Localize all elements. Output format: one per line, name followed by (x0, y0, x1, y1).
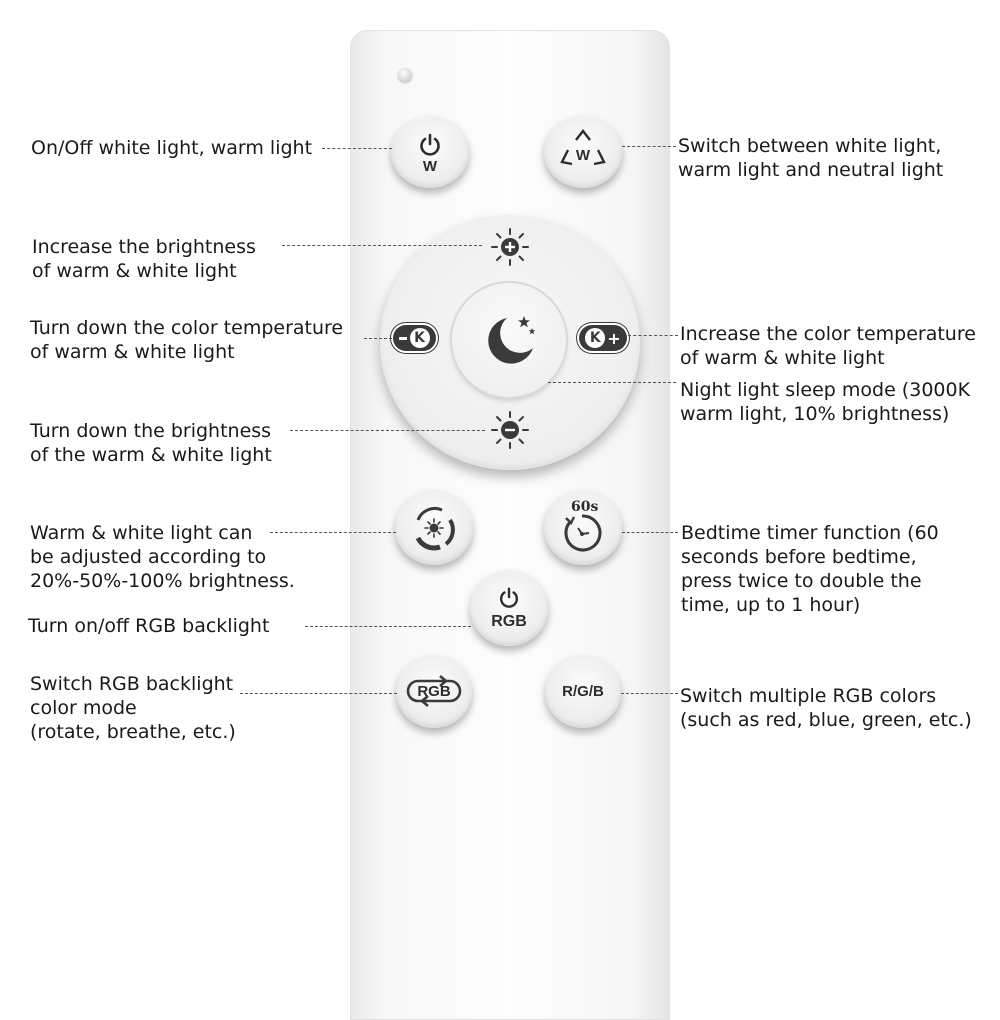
sun-plus-icon (490, 227, 530, 267)
temp-up-label: K (585, 328, 605, 348)
leader-rgb-mode (240, 693, 397, 694)
rgb-mode-button[interactable] (396, 655, 472, 728)
minus-icon (399, 337, 407, 340)
leader-brightness-up (282, 245, 482, 246)
indicator-led (398, 68, 412, 82)
rgb-color-label: R/G/B (562, 683, 604, 700)
color-temp-up-button[interactable] (578, 322, 628, 354)
label-switch-white: Switch between white light, warm light and neutral light (678, 135, 944, 181)
color-temp-down-button[interactable] (390, 322, 438, 354)
leader-timer (622, 532, 678, 533)
leader-temp-down (364, 338, 392, 339)
brightness-steps-button[interactable] (395, 490, 473, 565)
label-brightness-up: Increase the brightness of warm & white light (32, 236, 256, 282)
brightness-up-button[interactable] (485, 222, 535, 272)
night-mode-button[interactable] (452, 283, 566, 397)
power-white-letter: W (422, 157, 438, 175)
rgb-color-button[interactable] (545, 655, 621, 728)
leader-on-off (322, 148, 392, 149)
leader-temp-up (628, 335, 678, 336)
label-on-off: On/Off white light, warm light (31, 137, 313, 159)
power-icon (497, 586, 521, 610)
power-white-button[interactable] (391, 116, 469, 188)
leader-night (548, 382, 676, 383)
leader-brightness-down (290, 430, 485, 431)
power-icon (417, 132, 443, 158)
bedtime-timer-button[interactable] (544, 490, 622, 565)
rgb-mode-label: RGB (417, 683, 451, 700)
clock-arrow-icon (558, 508, 608, 558)
label-rgb-colors: Switch multiple RGB colors (such as red, blue, green, etc.) (680, 685, 972, 731)
label-rgb-mode: Switch RGB backlight color mode (rotate, breathe, etc.) (30, 673, 236, 743)
label-rgb-backlight: Turn on/off RGB backlight (28, 615, 270, 637)
rgb-power-label: RGB (491, 612, 527, 630)
sun-minus-icon (490, 410, 530, 450)
temp-down-label: K (410, 328, 430, 348)
plus-icon: + (607, 328, 621, 348)
label-temp-down: Turn down the color temperature of warm & white light (30, 317, 344, 363)
leader-rgb-backlight (305, 626, 471, 627)
label-temp-up: Increase the color temperature of warm & white light (680, 323, 976, 369)
sun-cycle-icon (406, 500, 462, 556)
cycle-white-letter: W (575, 146, 591, 164)
label-brightness-down: Turn down the brightness of the warm & white light (30, 420, 272, 466)
leader-rgb-colors (621, 693, 678, 694)
brightness-down-button[interactable] (485, 405, 535, 455)
temp-up-pill (579, 325, 626, 351)
timer-label: 60s (571, 499, 599, 515)
temp-down-pill (393, 325, 436, 351)
label-timer: Bedtime timer function (60 seconds before bedtime, press twice to double the time, up to 1 hour) (681, 522, 939, 616)
label-brightness-steps: Warm & white light can be adjusted according to 20%-50%-100% brightness. (30, 522, 295, 592)
leader-switch-white (622, 146, 676, 147)
moon-stars-icon (477, 308, 541, 372)
rgb-power-button[interactable] (470, 570, 548, 646)
switch-white-mode-button[interactable] (544, 116, 622, 188)
label-night: Night light sleep mode (3000K warm light, 10% brightness) (680, 379, 971, 425)
